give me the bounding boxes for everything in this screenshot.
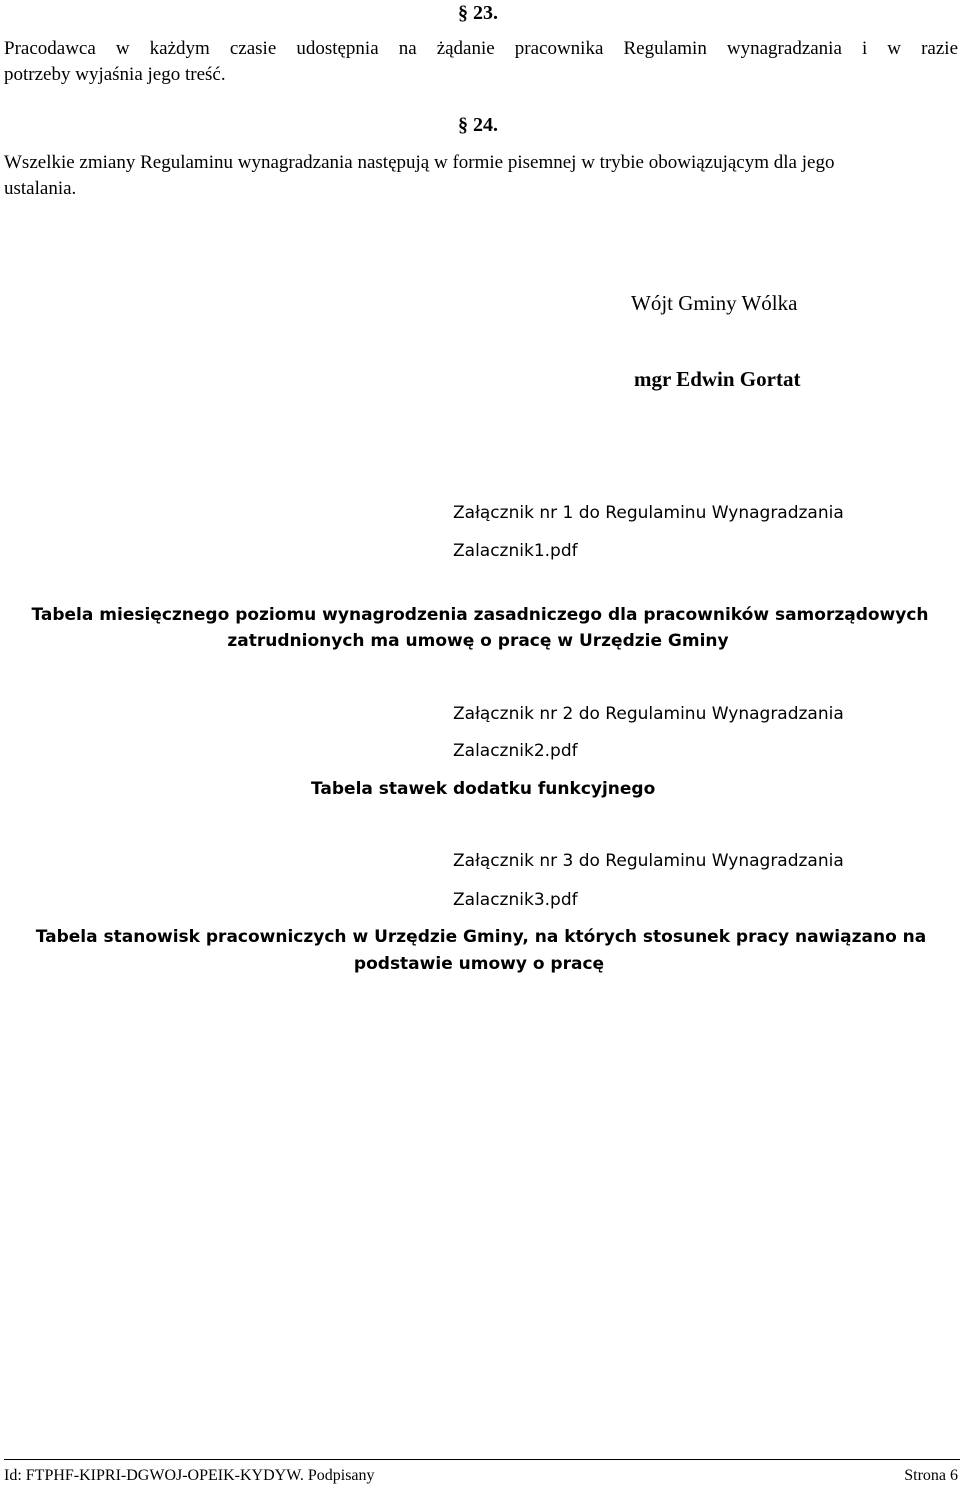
- attachment-1-title-line1: Tabela miesięcznego poziomu wynagrodzenia zasadniczego dla pracowników samorządowych: [31, 605, 929, 625]
- attachment-3-title-line1: Tabela stanowisk pracowniczych w Urzędzie Gminy, na których stosunek pracy nawiązano na: [35, 927, 927, 947]
- signature-title: Wójt Gminy Wólka: [631, 291, 798, 315]
- attachment-3-file-link[interactable]: Zalacznik3.pdf: [453, 890, 578, 910]
- section-24-text-line1: Wszelkie zmiany Regulaminu wynagradzania następują w formie pisemnej w trybie obowiązującym dla jego: [4, 152, 835, 173]
- attachment-3-title-line2: podstawie umowy o pracę: [353, 954, 605, 974]
- attachment-1-title-line2: zatrudnionych ma umowę o pracę w Urzędzie Gminy: [227, 631, 729, 651]
- attachment-1-label: Załącznik nr 1 do Regulaminu Wynagradzania: [453, 503, 844, 523]
- section-24-text-line2: ustalania.: [4, 178, 77, 199]
- footer-divider: [4, 1459, 960, 1460]
- footer-id: Id: FTPHF-KIPRI-DGWOJ-OPEIK-KYDYW. Podpisany: [4, 1467, 375, 1484]
- attachment-2-title: Tabela stawek dodatku funkcyjnego: [311, 779, 656, 799]
- signature-name: mgr Edwin Gortat: [634, 367, 801, 391]
- footer-page-number: Strona 6: [904, 1467, 958, 1484]
- attachment-1-file-link[interactable]: Zalacznik1.pdf: [453, 541, 578, 561]
- section-23-text-line1: Pracodawca w każdym czasie udostępnia na żądanie pracownika Regulamin wynagradzania i w razie: [4, 38, 958, 59]
- attachment-2-file-link[interactable]: Zalacznik2.pdf: [453, 741, 578, 761]
- attachment-3-label: Załącznik nr 3 do Regulaminu Wynagradzania: [453, 851, 844, 871]
- section-23-text-line2: potrzeby wyjaśnia jego treść.: [4, 64, 226, 85]
- attachment-2-label: Załącznik nr 2 do Regulaminu Wynagradzania: [453, 704, 844, 724]
- section-23-number: § 23.: [458, 2, 498, 24]
- section-24-number: § 24.: [458, 114, 498, 136]
